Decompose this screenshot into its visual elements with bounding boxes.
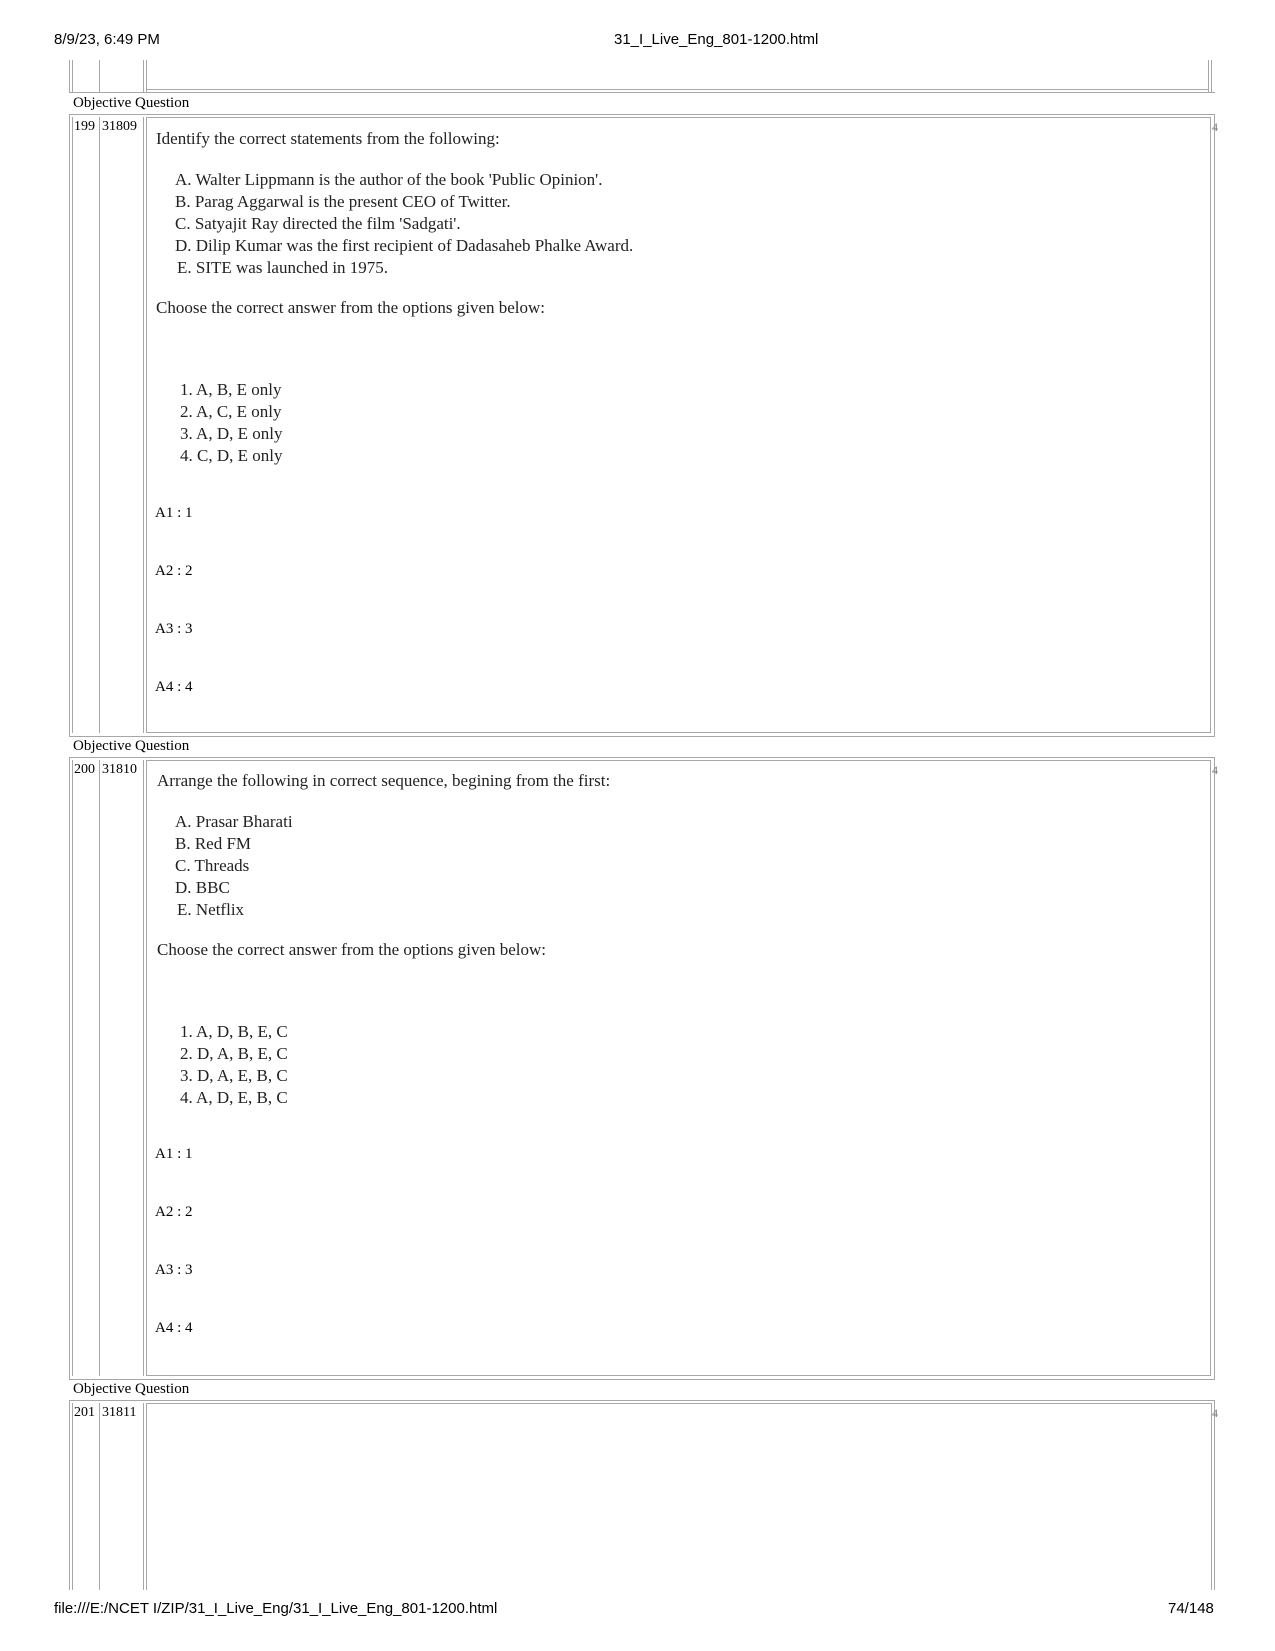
question-type-label: Objective Question: [73, 95, 190, 111]
truncated-column-mark: 4: [1212, 120, 1218, 134]
question-id: 31810: [102, 762, 137, 777]
serial-number: 200: [74, 762, 95, 777]
answer-4: A4 : 4: [155, 1320, 193, 1336]
option-4: 4. C, D, E only: [180, 446, 283, 465]
answer-3: A3 : 3: [155, 621, 193, 637]
truncated-column-mark: 4: [1212, 1406, 1218, 1420]
answer-3: A3 : 3: [155, 1262, 193, 1278]
question-content-cell: [146, 760, 1211, 1376]
statement-e: E. SITE was launched in 1975.: [177, 258, 389, 277]
truncated-column-mark: 4: [1212, 763, 1218, 777]
answer-1: A1 : 1: [155, 505, 193, 521]
instruction-text: Choose the correct answer from the options given below:: [156, 298, 546, 317]
statement-a: A. Walter Lippmann is the author of the book 'Public Opinion'.: [175, 170, 603, 189]
serial-number: 199: [74, 119, 95, 134]
option-2: 2. D, A, B, E, C: [180, 1044, 288, 1063]
statement-c: C. Satyajit Ray directed the film 'Sadgati'.: [175, 214, 461, 233]
file-path: file:///E:/NCET I/ZIP/31_I_Live_Eng/31_I_Live_Eng_801-1200.html: [54, 1600, 498, 1617]
option-2: 2. A, C, E only: [180, 402, 282, 421]
answer-1: A1 : 1: [155, 1146, 193, 1162]
print-datetime: 8/9/23, 6:49 PM: [54, 31, 160, 48]
page-number: 74/148: [1168, 1600, 1214, 1617]
option-3: 3. A, D, E only: [180, 424, 283, 443]
instruction-text: Choose the correct answer from the options given below:: [157, 940, 547, 959]
answer-2: A2 : 2: [155, 1204, 193, 1220]
statement-e: E. Netflix: [177, 900, 245, 919]
option-3: 3. D, A, E, B, C: [180, 1066, 288, 1085]
option-1: 1. A, D, B, E, C: [180, 1022, 288, 1041]
statement-b: B. Red FM: [175, 834, 252, 853]
question-id: 31811: [102, 1405, 137, 1420]
document-title: 31_I_Live_Eng_801-1200.html: [614, 31, 819, 48]
statement-a: A. Prasar Bharati: [175, 812, 293, 831]
question-prompt: Identify the correct statements from the following:: [156, 129, 500, 148]
question-prompt: Arrange the following in correct sequence, begining from the first:: [157, 771, 611, 790]
question-type-label: Objective Question: [73, 738, 190, 754]
statement-b: B. Parag Aggarwal is the present CEO of Twitter.: [175, 192, 511, 211]
answer-4: A4 : 4: [155, 679, 193, 695]
option-4: 4. A, D, E, B, C: [180, 1088, 288, 1107]
question-type-label: Objective Question: [73, 1381, 190, 1397]
option-1: 1. A, B, E only: [180, 380, 282, 399]
question-id: 31809: [102, 119, 137, 134]
serial-number: 201: [74, 1405, 95, 1420]
answer-2: A2 : 2: [155, 563, 193, 579]
statement-c: C. Threads: [175, 856, 250, 875]
statement-d: D. BBC: [175, 878, 230, 897]
statement-d: D. Dilip Kumar was the first recipient of Dadasaheb Phalke Award.: [175, 236, 634, 255]
